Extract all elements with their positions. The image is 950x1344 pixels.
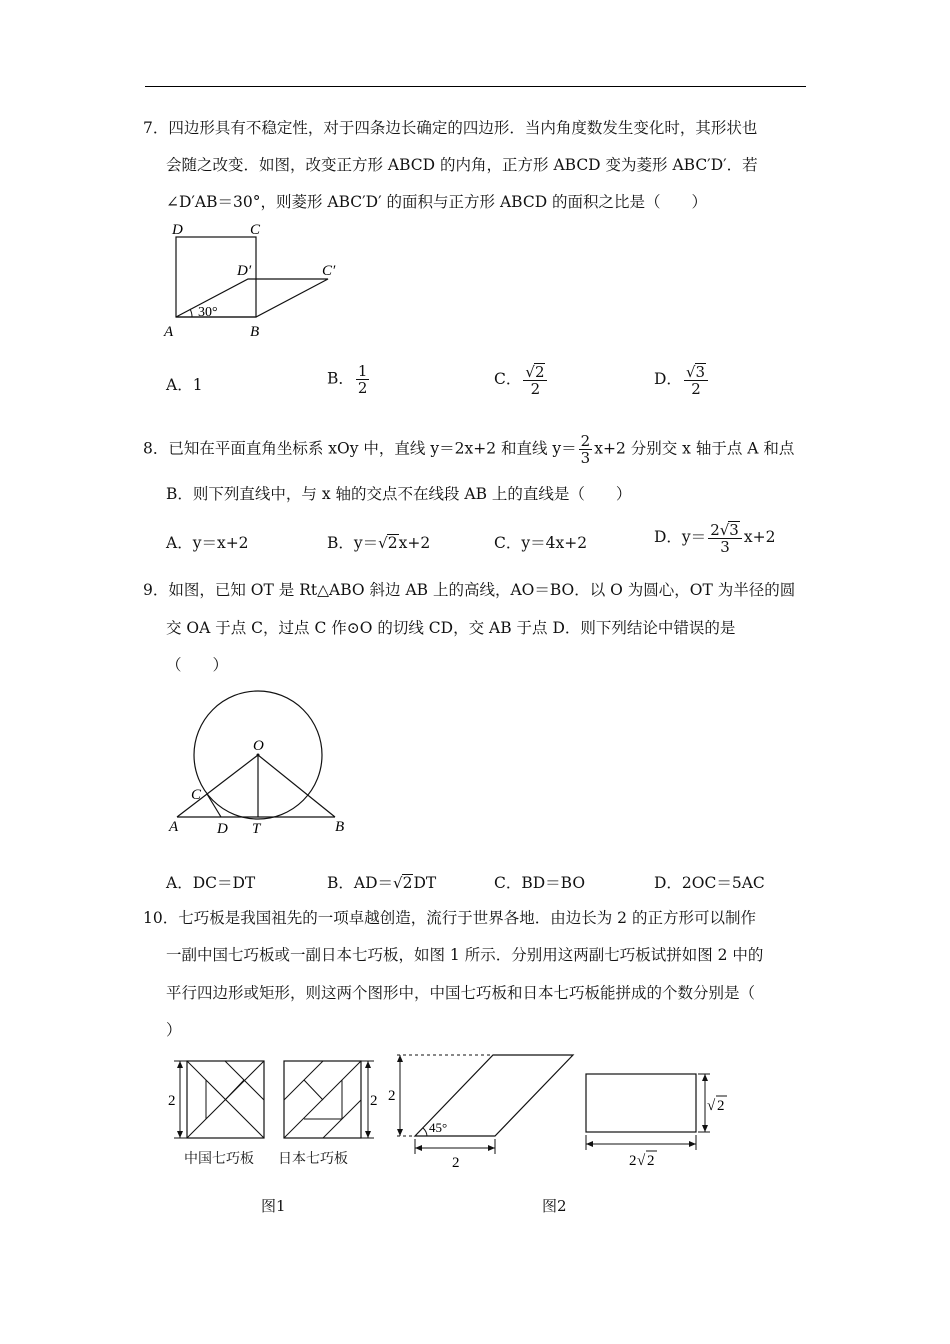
rectangle [586,1074,696,1132]
radicand: 3 [695,363,706,381]
fraction [684,363,708,397]
q8-option-a: A．y＝x+2 [166,534,249,552]
option-label: C． [494,370,522,388]
label-o: O [253,738,264,754]
arrow-head [397,1129,403,1136]
label-c: C [191,787,202,803]
side-label-right: 2 [370,1093,378,1109]
q10-text-line2: 一副中国七巧板或一副日本七巧板，如图 1 所示．分别用这两副七巧板试拼如图 2 中的 [166,946,764,964]
radicand: 2 [387,534,398,552]
q10-text-line3: 平行四边形或矩形，则这两个图形中，中国七巧板和日本七巧板能拼成的个数分别是（ [166,984,756,1002]
angle-arc [423,1128,427,1136]
option-label: B．AD＝ [327,874,394,892]
q8-option-c: C．y＝4x+2 [494,534,588,552]
tangram-line [304,1080,323,1100]
segment-ao [177,755,258,817]
para-base-label: 2 [452,1155,460,1171]
radicand: 2 [402,874,413,892]
arrow-head [365,1061,371,1068]
q7-figure [160,218,350,343]
option-label: B． [327,369,354,388]
denominator: 3 [580,449,591,467]
denominator: 3 [720,538,730,556]
numerator: 2√3 [708,521,742,539]
figure-2-caption: 图2 [542,1197,567,1215]
rect-width-coef: 2 [629,1153,637,1169]
q7-option-b [327,363,371,396]
label-d: D [217,821,228,837]
arrow-head [689,1141,696,1147]
label-d: D [172,222,183,238]
label-a: A [164,324,174,340]
numerator: 1 [357,362,368,380]
option-suffix: x+2 [743,528,776,546]
denominator: 2 [530,380,541,398]
q9-option-b: B．AD＝√2DT [327,874,437,892]
q9-option-a: A．DC＝DT [166,874,256,892]
arrow-head [365,1131,371,1138]
angle-label: 30° [198,305,218,320]
radicand: 2 [534,363,545,381]
side-label-left: 2 [168,1093,176,1109]
rect-width-radical: √ [637,1153,646,1169]
arrow-head [586,1141,593,1147]
option-suffix: DT [413,874,437,892]
label-d-prime: D′ [237,263,252,279]
fraction [579,433,593,466]
coefficient: 2 [710,521,720,539]
arrow-head [177,1131,183,1138]
fraction [708,521,742,555]
q7-text-line2: 会随之改变．如图，改变正方形 ABCD 的内角，正方形 ABCD 变为菱形 ABC′D′．若 [166,156,758,174]
japanese-tangram-caption: 日本七巧板 [278,1151,348,1167]
header-rule [145,86,806,87]
q8-option-b: B．y＝√2x+2 [327,534,431,552]
numerator: √3 [684,363,708,381]
q10-figure-2 [385,1050,730,1175]
q7-option-d [654,363,710,397]
q7-text-line1: 7．四边形具有不稳定性，对于四条边长确定的四边形．当内角度数发生变化时，其形状也 [143,119,758,137]
q8-text-part: x+2 分别交 x 轴于点 A 和点 [594,439,795,458]
rect-height-radical: √ [707,1098,716,1114]
para-angle-label: 45° [429,1120,448,1135]
label-c: C [250,222,261,238]
q9-text-line2: 交 OA 于点 C，过点 C 作⊙O 的切线 CD，交 AB 于点 D．则下列结论中错误的是 [166,619,736,637]
q10-text-line4: ） [166,1021,182,1039]
q7-option-c [494,363,549,397]
label-t: T [252,821,261,837]
q10-text-line1: 10．七巧板是我国祖先的一项卓越创造，流行于世界各地．由边长为 2 的正方形可以制作 [143,909,756,927]
label-c-prime: C′ [322,263,336,279]
option-suffix: x+2 [398,534,431,552]
q8-option-d [654,521,775,555]
numerator: √2 [523,363,547,381]
numerator: 2 [580,432,591,450]
q9-option-c: C．BD＝BO [494,874,586,892]
chinese-tangram-caption: 中国七巧板 [184,1151,254,1167]
q9-figure [165,686,355,841]
option-label: B．y＝ [327,534,379,552]
q9-text-line3: （ ） [166,656,229,674]
q8-text-line2: B．则下列直线中，与 x 轴的交点不在线段 AB 上的直线是（ ） [166,485,632,503]
arrow-head [488,1145,495,1151]
q7-option-a: A．1 [166,376,203,394]
arrow-head [702,1074,708,1081]
q8-text-line1 [143,433,794,466]
arrow-head [415,1145,422,1151]
rect-width-label: 2 [647,1153,655,1169]
q9-option-d: D．2OC＝5AC [654,874,765,892]
denominator: 2 [691,380,701,398]
segment-ob [258,755,335,817]
option-label: D．y＝ [654,528,707,546]
arrow-head [702,1125,708,1132]
rect-height-label: 2 [717,1098,725,1114]
angle-arc [190,309,192,317]
arrow-head [397,1055,403,1062]
q8-text-part: 8．已知在平面直角坐标系 xOy 中，直线 y＝2x+2 和直线 y＝ [143,439,577,458]
label-b: B [250,324,260,340]
q7-text-line3: ∠D′AB＝30°，则菱形 ABC′D′ 的面积与正方形 ABCD 的面积之比是（ ） [166,193,708,211]
arrow-head [177,1061,183,1068]
figure-1-caption: 图1 [261,1197,286,1215]
label-a: A [169,819,179,835]
q9-text-line1: 9．如图，已知 OT 是 Rt△ABO 斜边 AB 上的高线，AO＝BO．以 O 为圆心，OT 为半径的圆 [143,581,796,599]
option-label: D． [654,370,682,388]
label-b: B [335,819,345,835]
fraction [356,363,370,396]
para-height-label: 2 [388,1088,396,1104]
tangram-line [225,1080,244,1100]
denominator: 2 [357,379,368,397]
radicand: 3 [729,521,739,539]
fraction [523,363,547,397]
